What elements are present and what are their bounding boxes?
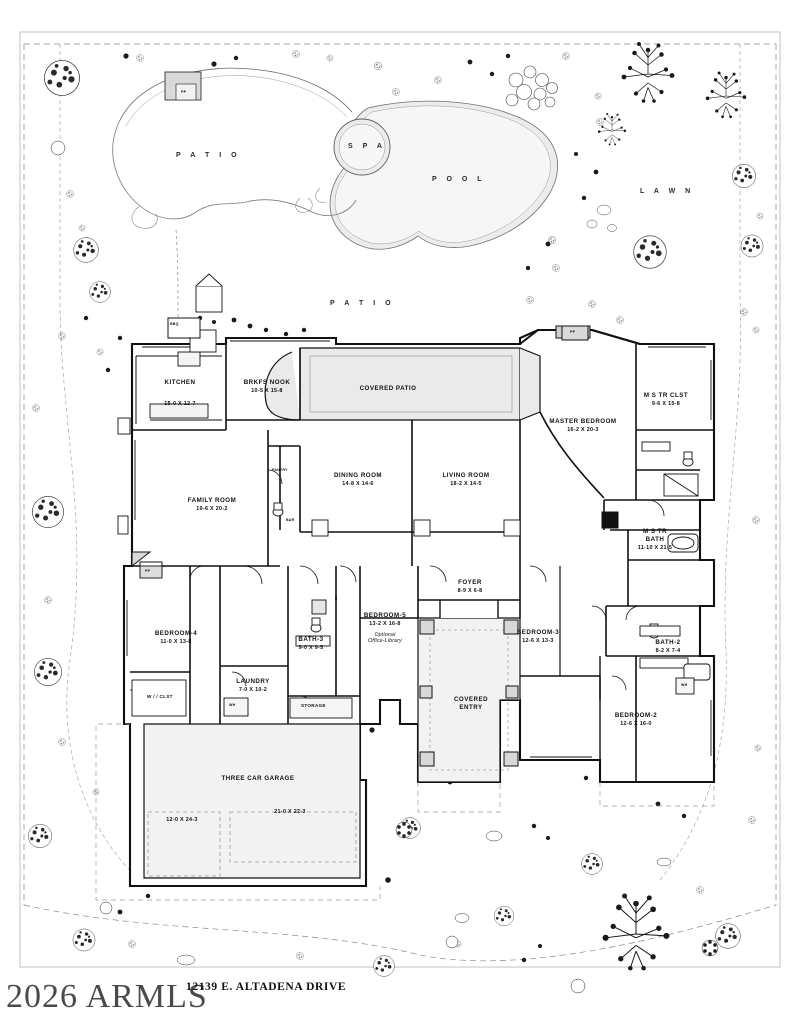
storage-label: STORAGE xyxy=(301,703,326,708)
room-bedroom-5: BEDROOM-5 13-2 X 16-8 Optional Office-Library xyxy=(363,612,407,644)
garage-bay-double: 21-0 X 22-3 xyxy=(274,809,306,815)
room-covered-entry: COVERED ENTRY xyxy=(453,696,489,711)
room-living-room: LIVING ROOM 18-2 X 14-5 xyxy=(442,472,490,487)
room-bedroom-2: BEDROOM-2 12-6 X 16-0 xyxy=(614,712,658,727)
room-bath-2: BATH-2 8-2 X 7-4 xyxy=(655,639,681,654)
bbq-label: BBQ xyxy=(170,322,179,326)
address-label: 12139 E. ALTADENA DRIVE xyxy=(186,981,347,993)
room-master-bath: M S TR BATH 11-10 X 21-5 xyxy=(637,528,673,551)
room-breakfast-nook: BRKFS NOOK 10-5 X 15-8 xyxy=(243,379,291,394)
room-kitchen: KITCHEN 15-0 X 12-7 xyxy=(164,379,196,407)
room-bedroom-3: BEDROOM-3 12-6 X 13-3 xyxy=(516,629,560,644)
room-covered-patio: COVERED PATIO xyxy=(359,385,417,392)
water-heater-1: WH xyxy=(229,703,236,707)
patio-upper-label: P A T I O xyxy=(176,152,241,159)
room-dining-room: DINING ROOM 14-8 X 14-6 xyxy=(333,472,383,487)
room-bedroom-4: BEDROOM-4 11-0 X 13-8 xyxy=(154,630,198,645)
room-laundry: LAUNDRY 7-0 X 10-2 xyxy=(236,678,270,693)
pool-equipment-right: PP xyxy=(570,330,576,334)
pool-label: P O O L xyxy=(432,176,486,183)
wh-closet-label: W / / CLST xyxy=(147,694,173,699)
room-family-room: FAMILY ROOM 19-6 X 20-2 xyxy=(187,497,237,512)
bar-label: BAR xyxy=(286,518,295,522)
garage-bay-single: 12-0 X 24-3 xyxy=(166,817,198,823)
spa-label: S P A xyxy=(348,143,386,150)
pantry-label: PANTRY xyxy=(272,468,288,472)
water-heater-2: WH xyxy=(681,683,688,687)
room-master-closet: M S TR CLST 9-6 X 15-8 xyxy=(643,392,689,407)
pool-equipment-left: PP xyxy=(145,569,151,573)
patio-lower-label: P A T I O xyxy=(330,300,395,307)
room-foyer: FOYER 8-9 X 6-8 xyxy=(457,579,483,594)
room-master-bedroom: MASTER BEDROOM 16-2 X 20-3 xyxy=(549,418,617,433)
room-bath-3: BATH-3 9-0 X 9-5 xyxy=(298,636,324,651)
lawn-label: L A W N xyxy=(640,188,695,195)
room-three-car-garage: THREE CAR GARAGE xyxy=(221,775,295,782)
watermark: 2026 ARMLS xyxy=(6,978,208,1015)
pool-equipment-upper: PP xyxy=(181,90,187,94)
